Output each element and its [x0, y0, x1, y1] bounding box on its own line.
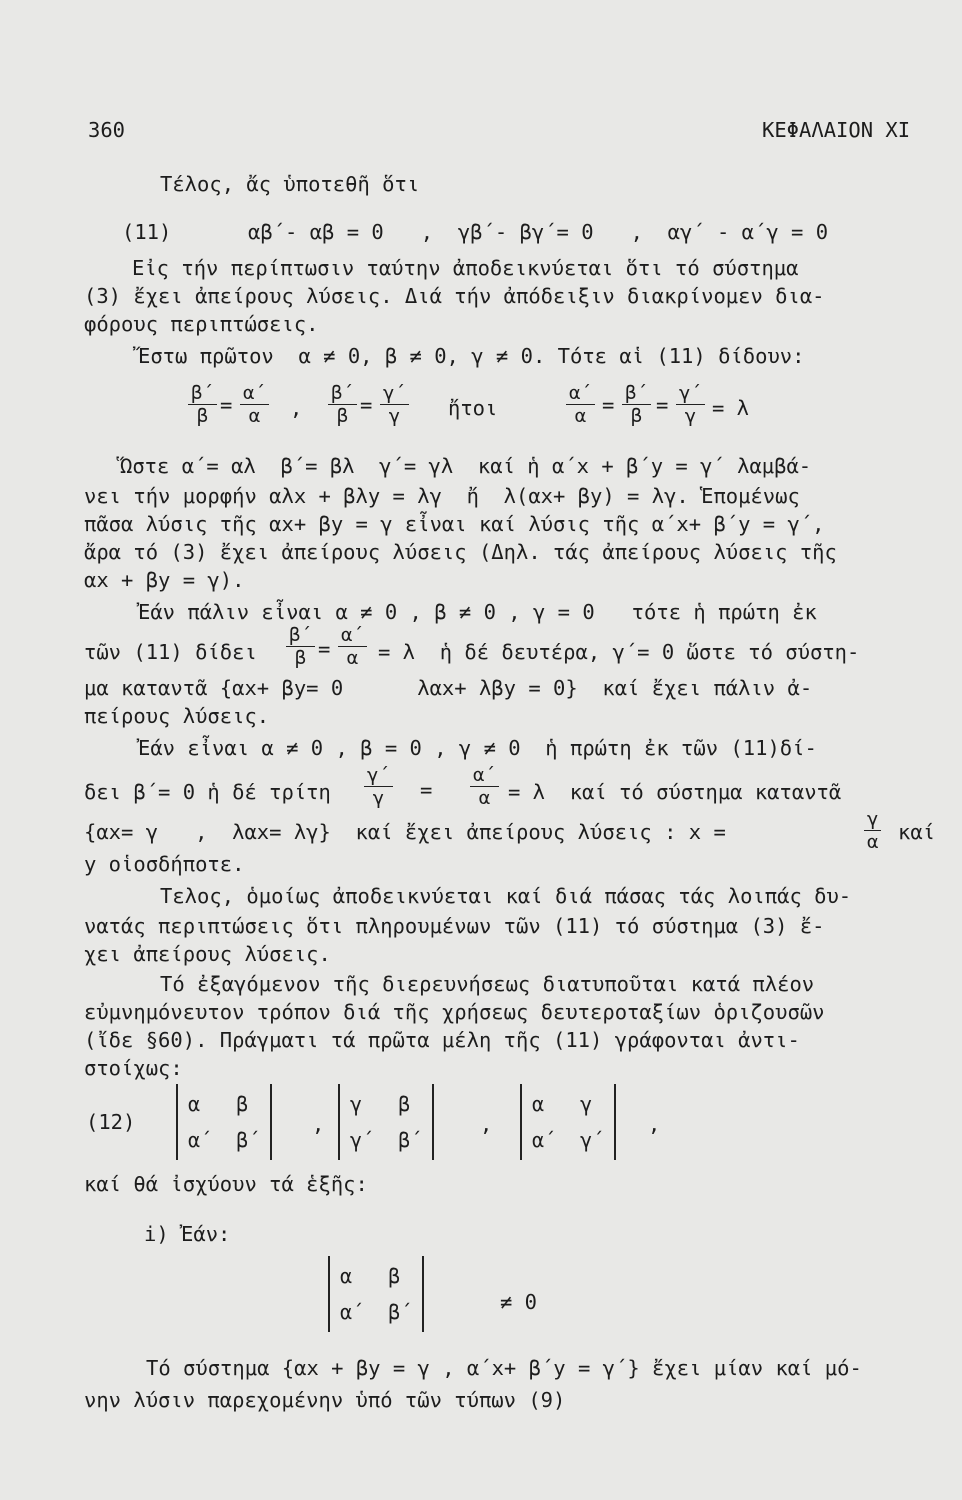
equals-sign: = — [220, 393, 233, 417]
text-line: Τό ἐξαγόμενον τῆς διερευνήσεως διατυποῦται κατά πλέον — [160, 972, 815, 996]
fraction — [622, 382, 651, 427]
text-line: νει τήν μορφήν αλx + βλy = λγ ἤ λ(αx+ βy) = λγ. Ἑπομένως — [84, 484, 800, 508]
text-line: = λ ἡ δέ δευτέρα, γ΄= 0 ὥστε τό σύστη- — [378, 640, 860, 664]
fraction-numerator: β΄ — [622, 382, 651, 405]
fraction-numerator: γ΄ — [364, 764, 393, 787]
text-line: αx + βy = γ). — [84, 568, 245, 592]
text-line: Ἐάν εἶναι α ≠ 0 , β = 0 , γ ≠ 0 ἡ πρώτη ἐκ τῶν (11)δί- — [138, 736, 817, 760]
fraction-numerator: γ΄ — [676, 382, 705, 405]
determinant-row: α β — [188, 1092, 249, 1116]
fraction-denominator: α — [346, 647, 359, 669]
page-number: 360 — [88, 118, 126, 142]
fraction-denominator: γ — [388, 405, 401, 427]
text-line: πᾶσα λύσις τῆς αx+ βy = γ εἶναι καί λύσις τῆς α΄x+ β΄y = γ΄, — [84, 512, 825, 536]
comma: , — [312, 1112, 325, 1136]
text-line: νην λύσιν παρεχομένην ὑπό τῶν τύπων (9) — [84, 1388, 566, 1412]
text-line: δει β΄= 0 ἡ δέ τρίτη — [84, 780, 331, 804]
fraction-denominator: α — [248, 405, 261, 427]
determinant-row: γ΄ β΄ — [350, 1128, 423, 1152]
fraction-numerator: β΄ — [188, 382, 217, 405]
fraction-denominator: β — [294, 647, 307, 669]
determinant-row: α΄ β΄ — [188, 1128, 261, 1152]
determinant-row: γ β — [350, 1092, 411, 1116]
fraction — [380, 382, 409, 427]
determinant — [328, 1256, 424, 1332]
fraction-numerator: γ — [864, 808, 881, 831]
comma: , — [290, 396, 303, 420]
equals-sign: = — [602, 393, 615, 417]
text-line: Ἔστω πρῶτον α ≠ 0, β ≠ 0, γ ≠ 0. Τότε αἱ (11) δίδουν: — [138, 344, 805, 368]
text-line: Τό σύστημα {αx + βy = γ , α΄x+ β΄y = γ΄} ἔχει μίαν καί μό- — [146, 1356, 862, 1380]
text-line: ἄρα τό (3) ἔχει ἀπείρους λύσεις (Δηλ. τάς ἀπείρους λύσεις τῆς — [84, 540, 837, 564]
text-line: τῶν (11) δίδει — [84, 640, 257, 664]
text-line: (ἴδε §60). Πράγματι τά πρῶτα μέλη τῆς (11) γράφονται ἀντι- — [84, 1028, 800, 1052]
text-line: i) Ἐάν: — [144, 1222, 231, 1246]
fraction-denominator: γ — [684, 405, 697, 427]
equation-number: (11) — [122, 220, 172, 244]
fraction — [286, 624, 315, 669]
determinant — [338, 1084, 434, 1160]
text-line: y οἱοσδήποτε. — [84, 852, 245, 876]
fraction-numerator: α΄ — [240, 382, 269, 405]
text-line: εὐμνημόνευτον τρόπον διά τῆς χρήσεως δευτεροταξίων ὁριζουσῶν — [84, 1000, 825, 1024]
fraction-numerator: α΄ — [338, 624, 367, 647]
fraction-numerator: β΄ — [328, 382, 357, 405]
determinant-row: α γ — [532, 1092, 593, 1116]
fraction-numerator: α΄ — [470, 764, 499, 787]
equals-sign: = — [420, 778, 433, 802]
fraction — [676, 382, 705, 427]
determinant — [176, 1084, 272, 1160]
fraction-numerator: β΄ — [286, 624, 315, 647]
fraction — [864, 808, 881, 853]
determinant-row: α΄ γ΄ — [532, 1128, 605, 1152]
text-line: μα καταντᾶ {αx+ βy= 0 λαx+ λβy = 0} καί ἔχει πάλιν ἀ- — [84, 676, 813, 700]
determinant-row: α β — [340, 1264, 401, 1288]
chapter-title: ΚΕΦΑΛΑΙΟΝ ΧΙ — [762, 118, 911, 142]
determinant — [520, 1084, 616, 1160]
text-line: χει ἀπείρους λύσεις. — [84, 942, 331, 966]
text-line: Εἰς τήν περίπτωσιν ταύτην ἀποδεικνύεται ὅτι τό σύστημα — [132, 256, 799, 280]
fraction — [188, 382, 217, 427]
equation-number: (12) — [86, 1110, 136, 1134]
text-line: (3) ἔχει ἀπείρους λύσεις. Διά τήν ἀπόδειξιν διακρίνομεν δια- — [84, 284, 825, 308]
fraction — [338, 624, 367, 669]
text-line: {αx= γ , λαx= λγ} καί ἔχει ἀπείρους λύσεις : x = — [84, 820, 726, 844]
comma: , — [648, 1112, 661, 1136]
fraction — [566, 382, 595, 427]
fraction — [364, 764, 393, 809]
text-line: Ἐάν πάλιν εἶναι α ≠ 0 , β ≠ 0 , γ = 0 τότε ἡ πρώτη ἐκ — [138, 600, 817, 624]
fraction-denominator: α — [867, 831, 879, 853]
text-line: νατάς περιπτώσεις ὅτι πληρουμένων τῶν (11) τό σύστημα (3) ἔ- — [84, 914, 825, 938]
text-line: Ὥστε α΄= αλ β΄= βλ γ΄= γλ καί ἡ α΄x + β΄y = γ΄ λαμβά- — [120, 454, 812, 478]
fraction — [240, 382, 269, 427]
text-line: = λ καί τό σύστημα καταντᾶ — [508, 780, 842, 804]
fraction-numerator: α΄ — [566, 382, 595, 405]
text-line: Τελος, ὁμοίως ἀποδεικνύεται καί διά πάσας τάς λοιπάς δυ- — [160, 884, 852, 908]
equals-sign: = — [360, 393, 373, 417]
determinant-row: α΄ β΄ — [340, 1300, 413, 1324]
fraction-denominator: α — [574, 405, 587, 427]
equals-lambda: = λ — [712, 396, 750, 420]
equation-11: αβ΄- αβ = 0 , γβ΄- βγ΄= 0 , αγ΄ - α΄γ = 0 — [248, 220, 829, 244]
text-line: στοίχως: — [84, 1056, 183, 1080]
text-line: Τέλος, ἄς ὑποτεθῆ ὅτι — [160, 172, 420, 196]
equals-sign: = — [318, 637, 331, 661]
text-line: καί θά ἰσχύουν τά ἑξῆς: — [84, 1172, 368, 1196]
fraction-denominator: γ — [372, 787, 385, 809]
fraction-denominator: β — [336, 405, 349, 427]
inequality: ≠ 0 — [500, 1290, 538, 1314]
fraction-numerator: γ΄ — [380, 382, 409, 405]
comma: , — [480, 1112, 493, 1136]
fraction — [328, 382, 357, 427]
fraction-denominator: β — [630, 405, 643, 427]
text-line: καί — [898, 820, 936, 844]
text-itoi: ἤτοι — [448, 396, 498, 420]
text-line: πείρους λύσεις. — [84, 704, 270, 728]
text-line: φόρους περιπτώσεις. — [84, 312, 319, 336]
equals-sign: = — [656, 393, 669, 417]
fraction — [470, 764, 499, 809]
fraction-denominator: β — [196, 405, 209, 427]
fraction-denominator: α — [478, 787, 491, 809]
